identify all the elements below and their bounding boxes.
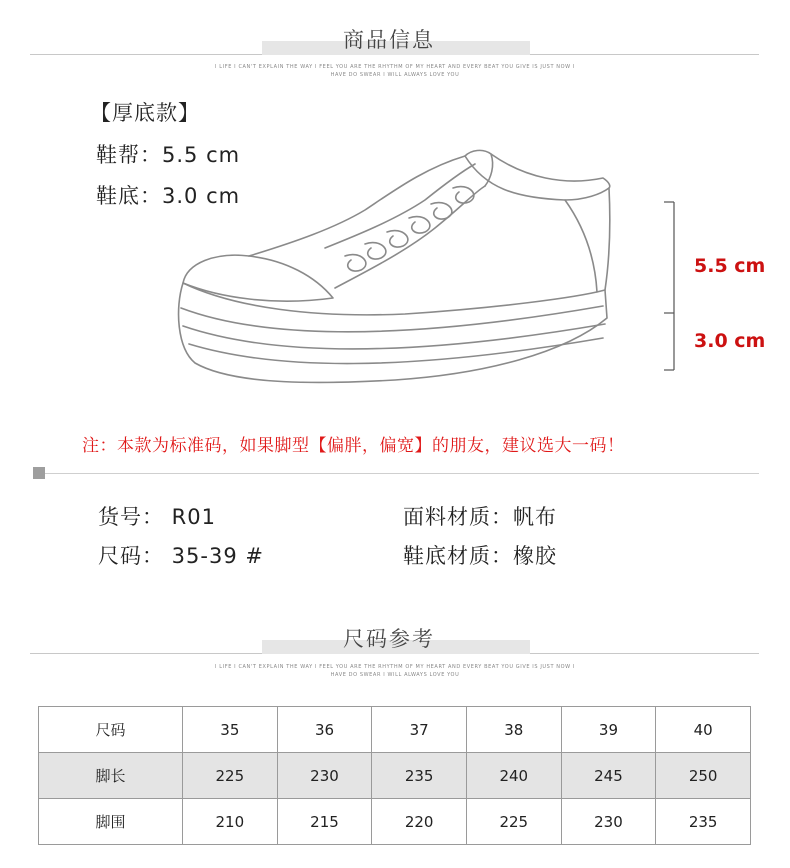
- table-cell: 220: [372, 799, 467, 845]
- table-cell: 35: [183, 707, 278, 753]
- table-cell: 250: [656, 753, 751, 799]
- row-header: 尺码: [39, 707, 183, 753]
- fabric-material: 面料材质：帆布: [403, 505, 557, 529]
- table-cell: 245: [561, 753, 656, 799]
- header2-tagline: I LIFE I CAN'T EXPLAIN THE WAY I FEEL YOU ARE THE RHYTHM OF MY HEART AND EVERY BEAT YOU GIVE IS JUST NOW I: [215, 664, 575, 670]
- size-reference-title: 尺码参考: [343, 627, 435, 651]
- header2-tagline-2: HAVE DO SWEAR I WILL ALWAYS LOVE YOU: [330, 672, 460, 678]
- sizing-note: 注：本款为标准码，如果脚型【偏胖，偏宽】的朋友，建议选大一码！: [82, 436, 625, 456]
- size-range: 尺码： 35-39 #: [98, 544, 264, 568]
- header1-tagline-2: HAVE DO SWEAR I WILL ALWAYS LOVE YOU: [330, 72, 460, 78]
- table-cell: 235: [656, 799, 751, 845]
- row-header: 脚长: [39, 753, 183, 799]
- shoe-sketch: [165, 148, 615, 396]
- dimension-bracket: [660, 200, 680, 372]
- sole-height: 鞋底：3.0 cm: [96, 184, 241, 208]
- divider-line: [45, 473, 759, 474]
- product-info-title: 商品信息: [343, 28, 435, 52]
- table-cell: 215: [277, 799, 372, 845]
- table-cell: 40: [656, 707, 751, 753]
- size-table: [38, 706, 751, 845]
- divider-square: [33, 467, 45, 479]
- table-row: [39, 799, 751, 845]
- table-cell: 240: [466, 753, 561, 799]
- sole-material: 鞋底材质：橡胶: [403, 544, 557, 568]
- table-row: [39, 753, 751, 799]
- table-cell: 39: [561, 707, 656, 753]
- upper-height: 鞋帮：5.5 cm: [96, 143, 241, 167]
- table-cell: 225: [466, 799, 561, 845]
- table-cell: 225: [183, 753, 278, 799]
- table-cell: 38: [466, 707, 561, 753]
- table-cell: 230: [561, 799, 656, 845]
- table-cell: 230: [277, 753, 372, 799]
- header1-tagline: I LIFE I CAN'T EXPLAIN THE WAY I FEEL YOU ARE THE RHYTHM OF MY HEART AND EVERY BEAT YOU GIVE IS JUST NOW I: [215, 64, 575, 70]
- item-number: 货号： R01: [98, 505, 216, 529]
- upper-dimension-label: 5.5 cm: [694, 255, 766, 277]
- table-row: [39, 707, 751, 753]
- table-cell: 37: [372, 707, 467, 753]
- row-header: 脚围: [39, 799, 183, 845]
- table-cell: 235: [372, 753, 467, 799]
- sole-dimension-label: 3.0 cm: [694, 330, 766, 352]
- table-cell: 210: [183, 799, 278, 845]
- style-label: 【厚底款】: [90, 101, 200, 125]
- table-cell: 36: [277, 707, 372, 753]
